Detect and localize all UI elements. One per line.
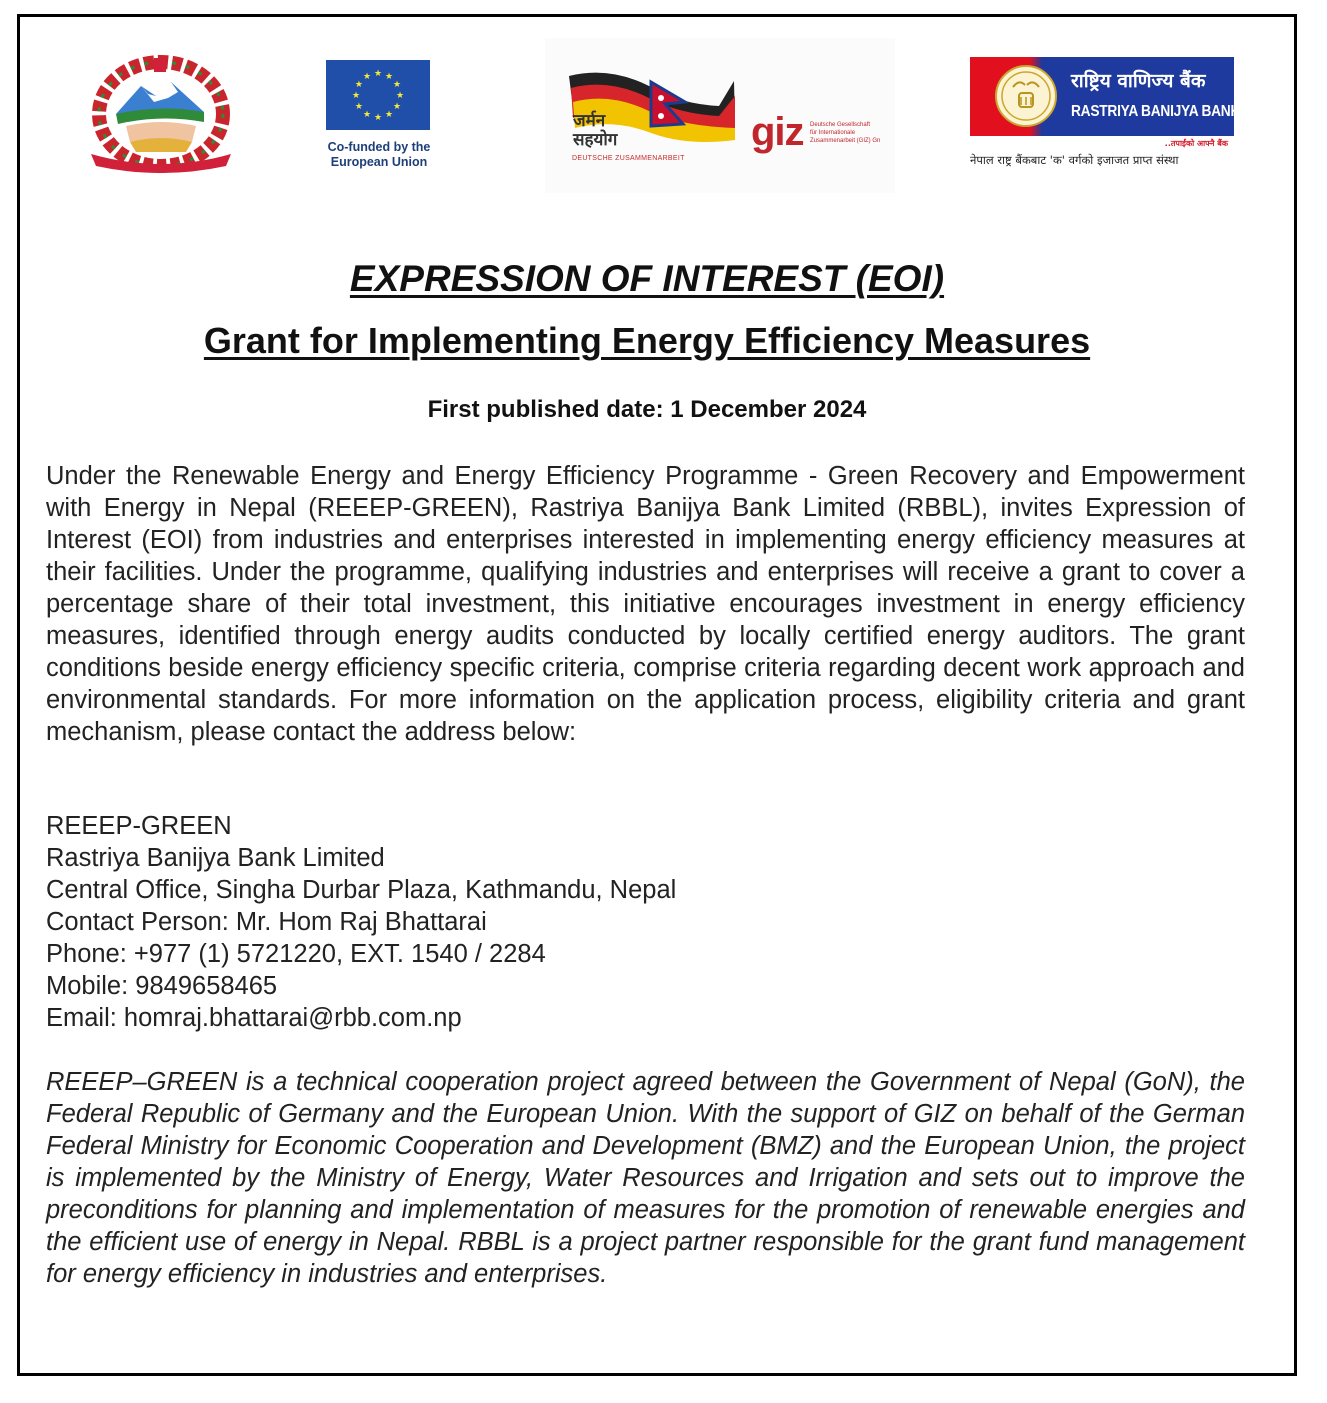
- eu-star-icon: ★: [362, 109, 372, 120]
- rbb-banner: [970, 57, 1241, 136]
- contact-mobile: Mobile: 9849658465: [46, 972, 278, 1000]
- german-cooperation-nepali-text: जर्मन सहयोग: [573, 111, 618, 150]
- nepal-emblem-logo: [86, 54, 236, 179]
- giz-wordmark: giz: [751, 110, 804, 154]
- rbb-license-note: नेपाल राष्ट्र बैंकबाट 'क' वर्गको इजाजत प्राप्त संस्था: [970, 153, 1179, 167]
- eu-star-icon: ★: [373, 112, 383, 122]
- published-date: First published date: 1 December 2024: [427, 396, 867, 423]
- eu-caption: Co-funded by the European Union: [327, 140, 431, 169]
- eu-star-icon: ★: [384, 70, 394, 81]
- eu-flag-icon: [326, 60, 430, 130]
- contact-organization: Rastriya Banijya Bank Limited: [46, 844, 385, 872]
- giz-description: Deutsche Gesellschaft für Internationale Zusammenarbeit (GIZ) Gn: [810, 122, 881, 144]
- german-cooperation-subtitle: DEUTSCHE ZUSAMMENARBEIT: [572, 155, 685, 162]
- contact-block: [46, 810, 1245, 1034]
- eu-star-icon: ★: [393, 79, 402, 89]
- eu-star-icon: ★: [362, 70, 372, 81]
- logo-strip: [0, 0, 1327, 210]
- contact-phone: Phone: +977 (1) 5721220, EXT. 1540 / 2284: [46, 940, 546, 968]
- eu-star-icon: ★: [384, 109, 394, 120]
- intro-paragraph: Under the Renewable Energy and Energy Efficiency Programme - Green Recovery and Empowerment with Energy in Nepal (REEEP-GREEN), Rastriya Banijya Bank Limited (RBBL), invites Expression of Interest (EOI) from industries and enterprises interested in implementing energy efficiency measures at their facilities. Under the programme, qualifying industries and enterprises will receive a grant to cover a percentage share of their total investment, this initiative encourages investment in energy efficiency measures, identified through energy audits conducted by locally certified energy auditors. The grant conditions beside energy efficiency specific criteria, comprise criteria regarding decent work approach and environmental standards. For more information on the application process, eligibility criteria and grant mechanism, please contact the address below:: [46, 462, 1245, 746]
- german-cooperation-giz-logo: [545, 38, 895, 193]
- eu-star-icon: ★: [373, 68, 383, 78]
- eu-star-icon: ★: [354, 79, 363, 89]
- rbb-seal-icon: [995, 65, 1057, 127]
- rbb-name-english: RASTRIYA BANIJYA BANK: [1071, 103, 1241, 120]
- eu-logo: [326, 60, 432, 170]
- contact-address: Central Office, Singha Durbar Plaza, Kathmandu, Nepal: [46, 876, 677, 904]
- contact-person: Contact Person: Mr. Hom Raj Bhattarai: [46, 908, 487, 936]
- rbb-tagline: ..तपाईंको आफ्नै बैंक: [1164, 139, 1228, 148]
- document-title: EXPRESSION OF INTEREST (EOI): [349, 258, 945, 299]
- rbb-logo: [970, 57, 1241, 168]
- eu-star-icon: ★: [393, 101, 402, 111]
- contact-email[interactable]: Email: homraj.bhattarai@rbb.com.np: [46, 1004, 462, 1032]
- nepal-emblem-icon: [86, 54, 236, 179]
- about-paragraph: REEEP–GREEN is a technical cooperation project agreed between the Government of Nepal (GoN), the Federal Republic of Germany and the European Union. With the support of GIZ on behalf of the German Federal Ministry for Economic Cooperation and Development (BMZ) and the European Union, the project is implemented by the Ministry of Energy, Water Resources and Irrigation and sets out to improve the preconditions for planning and implementation of measures for the promotion of renewable energies and the efficient use of energy in Nepal. RBBL is a project partner responsible for the grant fund management for energy efficiency in industries and enterprises.: [46, 1068, 1245, 1288]
- document-subtitle: Grant for Implementing Energy Efficiency Measures: [203, 320, 1091, 361]
- contact-program: REEEP-GREEN: [46, 812, 232, 840]
- eu-star-icon: ★: [354, 101, 363, 111]
- eu-star-icon: ★: [395, 90, 405, 100]
- rbb-name-nepali: राष्ट्रिय वाणिज्य बैंक: [1071, 70, 1206, 92]
- eu-star-icon: ★: [351, 90, 361, 100]
